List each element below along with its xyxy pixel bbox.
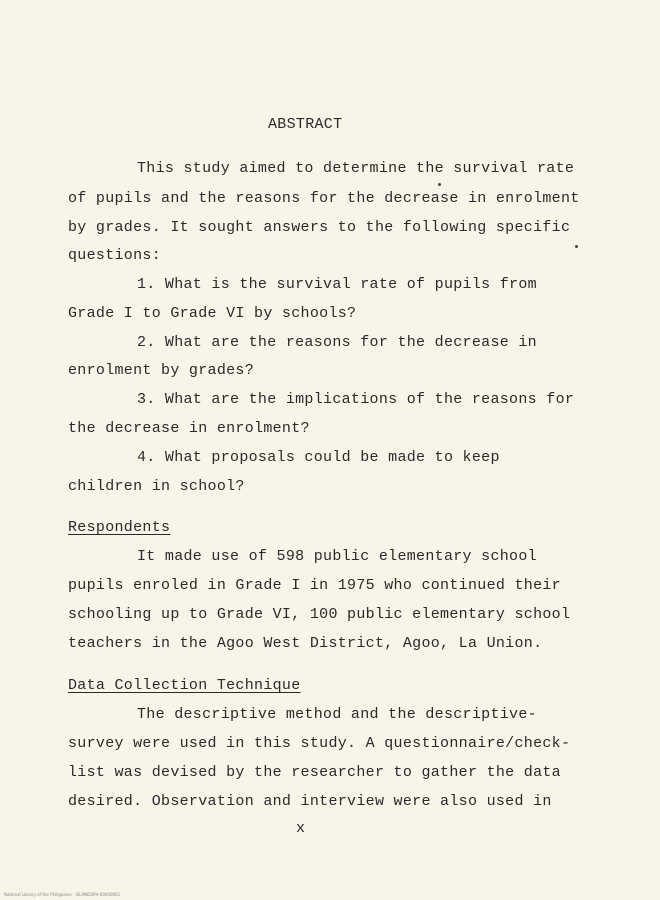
- question-2-line-2: enrolment by grades?: [68, 362, 255, 379]
- respondents-heading: Respondents: [68, 519, 171, 536]
- page-number: x: [296, 820, 306, 837]
- intro-line-2: of pupils and the reasons for the decrease in enrolment: [68, 190, 580, 207]
- ink-speck: [575, 245, 578, 248]
- question-3-line-2: the decrease in enrolment?: [68, 420, 310, 437]
- question-1-line-1: 1. What is the survival rate of pupils from: [137, 276, 537, 293]
- data-collection-line-4: desired. Observation and interview were also used in: [68, 793, 552, 810]
- respondents-line-3: schooling up to Grade VI, 100 public elementary school: [68, 606, 571, 623]
- page-title: ABSTRACT: [268, 116, 343, 133]
- respondents-line-2: pupils enroled in Grade I in 1975 who continued their: [68, 577, 561, 594]
- intro-line-3: by grades. It sought answers to the following specific: [68, 219, 571, 236]
- respondents-line-1: It made use of 598 public elementary school: [137, 548, 537, 565]
- question-3-line-1: 3. What are the implications of the reasons for: [137, 391, 575, 408]
- data-collection-line-1: The descriptive method and the descriptive-: [137, 706, 537, 723]
- intro-line-1: This study aimed to determine the survival rate: [137, 160, 575, 177]
- question-4-line-2: children in school?: [68, 478, 245, 495]
- ink-speck: [438, 183, 441, 186]
- data-collection-line-2: survey were used in this study. A questionnaire/check-: [68, 735, 571, 752]
- data-collection-line-3: list was devised by the researcher to gather the data: [68, 764, 561, 781]
- question-4-line-1: 4. What proposals could be made to keep: [137, 449, 500, 466]
- question-1-line-2: Grade I to Grade VI by schools?: [68, 305, 357, 322]
- intro-line-4: questions:: [68, 247, 162, 264]
- respondents-line-4: teachers in the Agoo West District, Agoo, La Union.: [68, 635, 543, 652]
- question-2-line-1: 2. What are the reasons for the decrease in: [137, 334, 537, 351]
- scan-footer: National Library of the Philippines · ISLANDSPH-00000001: [4, 892, 121, 897]
- data-collection-heading: Data Collection Technique: [68, 677, 301, 694]
